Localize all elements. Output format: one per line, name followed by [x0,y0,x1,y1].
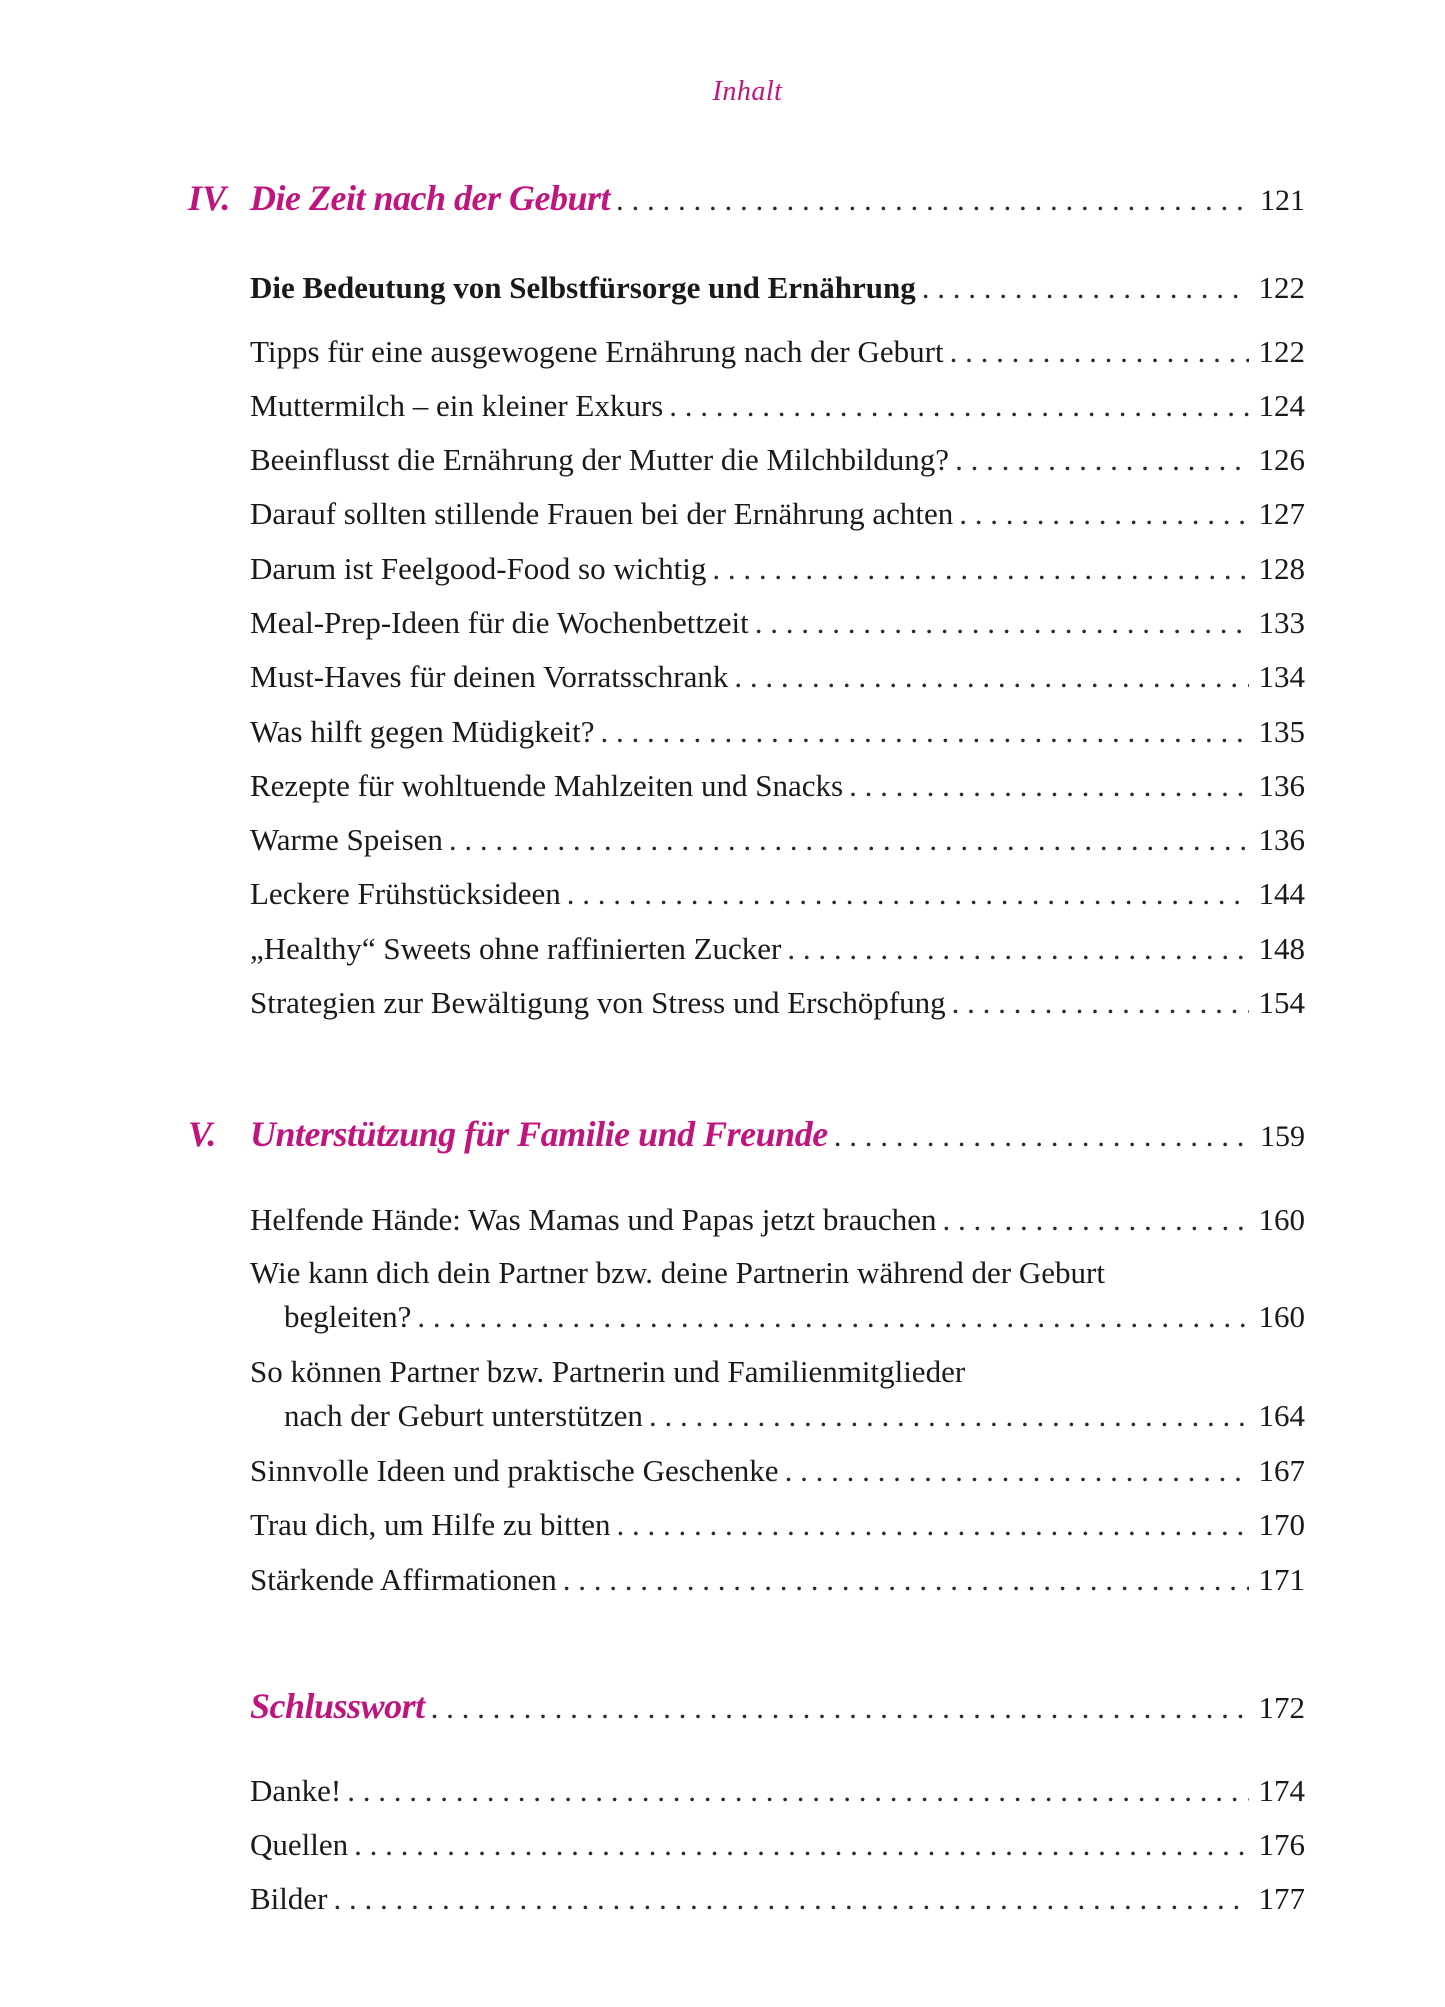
toc-chapter-iv[interactable] [188,178,1305,221]
dot-leader [755,603,1249,643]
chapter-title: Schlusswort [250,1686,425,1726]
chapter-number: IV. [188,178,231,218]
toc-entry[interactable] [250,1505,1305,1545]
toc-schlusswort[interactable] [250,1686,1305,1728]
dot-leader [649,1394,1249,1438]
dot-leader [922,268,1249,308]
dot-leader [955,440,1248,480]
toc-entry[interactable] [250,1200,1305,1240]
dot-leader [834,1116,1250,1156]
dot-leader [417,1295,1248,1339]
page-number: 176 [1258,1827,1305,1862]
running-head: Inhalt [712,76,783,107]
page-number: 164 [1258,1398,1305,1433]
toc-entry[interactable] [250,1771,1305,1811]
entry-title: Trau dich, um Hilfe zu bitten [250,1507,611,1542]
toc-chapter-v[interactable] [188,1114,1305,1157]
toc-entry[interactable] [250,603,1305,643]
page-number: 134 [1258,659,1305,694]
entry-title: Danke! [250,1773,342,1808]
entry-title: „Healthy“ Sweets ohne raffinierten Zucker [250,931,782,966]
page-number: 167 [1258,1453,1305,1488]
page-number: 136 [1258,768,1305,803]
page-number: 122 [1258,334,1305,369]
dot-leader [354,1825,1248,1865]
page-number: 128 [1258,551,1305,586]
entry-title: Darum ist Feelgood-Food so wichtig [250,551,707,586]
page-number: 160 [1258,1299,1305,1334]
dot-leader [616,1505,1248,1545]
page-number: 124 [1258,388,1305,423]
entry-title: Tipps für eine ausgewogene Ernährung nach der Geburt [250,334,944,369]
chapter-title: Die Zeit nach der Geburt [250,178,610,218]
page-number: 126 [1258,442,1305,477]
dot-leader [712,549,1248,589]
toc-entry[interactable] [250,929,1305,969]
dot-leader [449,820,1249,860]
toc-entry[interactable] [250,440,1305,480]
dot-leader [431,1688,1249,1728]
chapter-title: Unterstützung für Familie und Freunde [250,1114,828,1154]
entry-title: Rezepte für wohltuende Mahlzeiten und Snacks [250,768,844,803]
toc-entry-multiline[interactable] [250,1350,1305,1438]
page-number: 136 [1258,822,1305,857]
toc-entry[interactable] [250,983,1305,1023]
toc-entry[interactable] [250,820,1305,860]
toc-entry[interactable] [250,1560,1305,1600]
entry-title-line-2: begleiten? [284,1299,412,1334]
page-number: 171 [1258,1562,1305,1597]
toc-entry-multiline[interactable] [250,1251,1305,1339]
page-number: 177 [1258,1881,1305,1916]
dot-leader [952,983,1249,1023]
page-number: 127 [1258,496,1305,531]
dot-leader [669,386,1248,426]
dot-leader [563,1560,1249,1600]
toc-entry[interactable] [250,332,1305,372]
dot-leader [787,929,1248,969]
dot-leader [849,766,1248,806]
toc-entry[interactable] [250,657,1305,697]
dot-leader [785,1451,1249,1491]
entry-title: Meal-Prep-Ideen für die Wochenbettzeit [250,605,749,640]
toc-entry[interactable] [250,1879,1305,1919]
entry-title: Bilder [250,1881,328,1916]
entry-title: Strategien zur Bewältigung von Stress und Erschöpfung [250,985,946,1020]
section-title: Die Bedeutung von Selbstfürsorge und Ernährung [250,270,916,305]
page-number: 133 [1258,605,1305,640]
dot-leader [950,332,1249,372]
entry-title-line-2: nach der Geburt unterstützen [284,1398,643,1433]
dot-leader [942,1200,1248,1240]
entry-title: Muttermilch – ein kleiner Exkurs [250,388,664,423]
toc-entry[interactable] [250,1825,1305,1865]
page-number: 121 [1260,184,1305,217]
entry-title: Sinnvolle Ideen und praktische Geschenke [250,1453,779,1488]
entry-title: Must-Haves für deinen Vorratsschrank [250,659,729,694]
entry-title-line-1: Wie kann dich dein Partner bzw. deine Partnerin während der Geburt [250,1255,1105,1290]
toc-entry[interactable] [250,386,1305,426]
page-number: 172 [1258,1690,1305,1725]
entry-title: Was hilft gegen Müdigkeit? [250,714,595,749]
page-number: 170 [1258,1507,1305,1542]
dot-leader [734,657,1248,697]
chapter-number: V. [188,1114,217,1154]
dot-leader [959,494,1248,534]
toc-entry[interactable] [250,874,1305,914]
dot-leader [616,180,1250,220]
toc-entry[interactable] [250,549,1305,589]
page-number: 154 [1258,985,1305,1020]
toc-entry[interactable] [250,494,1305,534]
toc-entry[interactable] [250,712,1305,752]
entry-title: Helfende Hände: Was Mamas und Papas jetzt brauchen [250,1202,937,1237]
toc-entry[interactable] [250,766,1305,806]
entry-title: Darauf sollten stillende Frauen bei der Ernährung achten [250,496,954,531]
page-number: 148 [1258,931,1305,966]
page-number: 144 [1258,876,1305,911]
entry-title: Warme Speisen [250,822,443,857]
page-number: 159 [1260,1120,1305,1153]
page-number: 135 [1258,714,1305,749]
dot-leader [334,1879,1249,1919]
dot-leader [600,712,1248,752]
page-number: 160 [1258,1202,1305,1237]
dot-leader [567,874,1249,914]
entry-title: Leckere Frühstücksideen [250,876,561,911]
entry-title-line-1: So können Partner bzw. Partnerin und Familienmitglieder [250,1354,966,1389]
page-number: 174 [1258,1773,1305,1808]
entry-title: Stärkende Affirmationen [250,1562,557,1597]
entry-title: Beeinflusst die Ernährung der Mutter die Milchbildung? [250,442,950,477]
dot-leader [347,1771,1248,1811]
entry-title: Quellen [250,1827,349,1862]
toc-entry[interactable] [250,1451,1305,1491]
page-number: 122 [1258,270,1305,305]
toc-section[interactable] [250,268,1305,308]
